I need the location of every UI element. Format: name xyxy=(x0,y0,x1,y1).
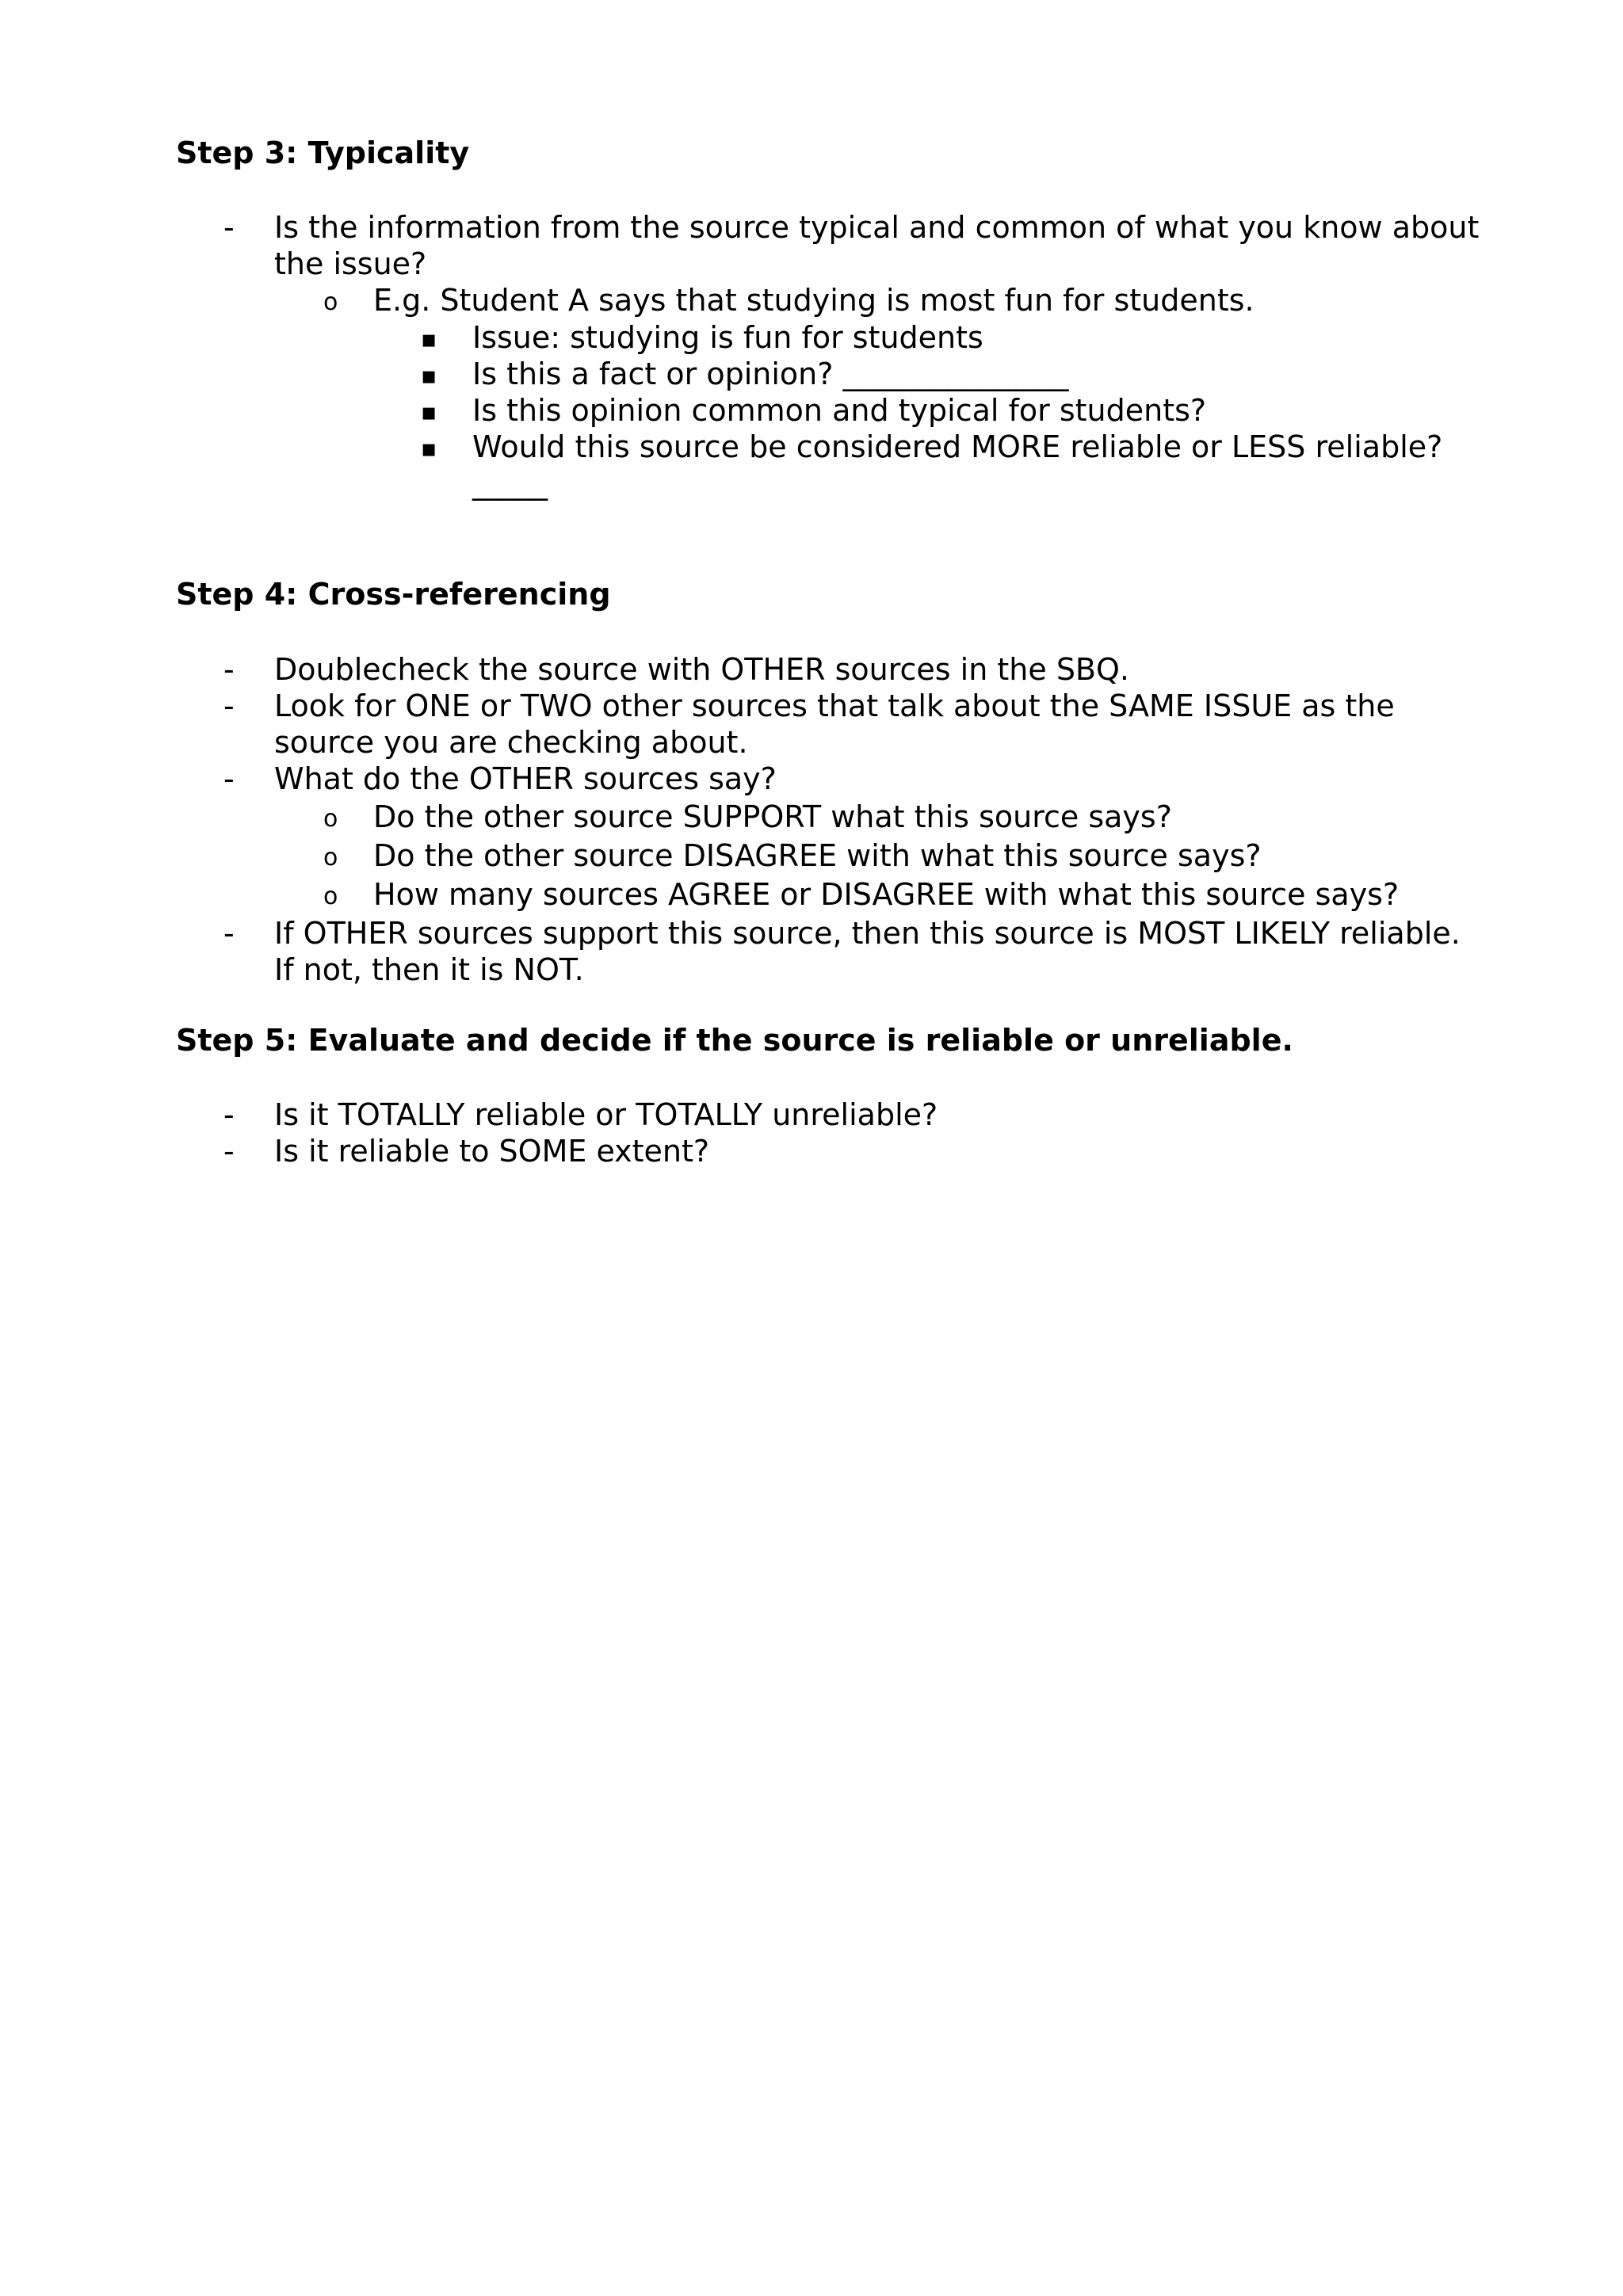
bullet-dash: - xyxy=(223,761,235,796)
bullet-dash: - xyxy=(223,652,235,687)
step4-sub1: Do the other source SUPPORT what this source says? xyxy=(373,799,1172,834)
step3-sub3: Is this opinion common and typical for students? xyxy=(472,393,1207,428)
bullet-circle: o xyxy=(323,288,338,316)
bullet-dash: - xyxy=(223,1097,235,1132)
step4-sub3: How many sources AGREE or DISAGREE with what this source says? xyxy=(373,877,1400,912)
step4-item4-line1: If OTHER sources support this source, then this source is MOST LIKELY reliable. xyxy=(274,916,1461,951)
bullet-square: ▪ xyxy=(421,435,437,463)
bullet-dash: - xyxy=(223,1134,235,1169)
step4-item1: Doublecheck the source with OTHER sources in the SBQ. xyxy=(274,652,1129,687)
bullet-dash: - xyxy=(223,210,235,245)
step5-item1: Is it TOTALLY reliable or TOTALLY unreliable? xyxy=(274,1097,938,1132)
bullet-dash: - xyxy=(223,916,235,951)
step3-example: E.g. Student A says that studying is most fun for students. xyxy=(373,283,1254,318)
step5-item2: Is it reliable to SOME extent? xyxy=(274,1134,710,1169)
step3-sub2: Is this a fact or opinion? _______________ xyxy=(472,357,1069,391)
bullet-circle: o xyxy=(323,844,338,871)
step5-heading: Step 5: Evaluate and decide if the source is reliable or unreliable. xyxy=(176,1023,1293,1058)
step4-item2-line1: Look for ONE or TWO other sources that talk about the SAME ISSUE as the xyxy=(274,688,1395,723)
step3-item1-line2: the issue? xyxy=(274,246,427,281)
bullet-square: ▪ xyxy=(421,399,437,426)
bullet-square: ▪ xyxy=(421,362,437,390)
step4-sub2: Do the other source DISAGREE with what this source says? xyxy=(373,838,1262,873)
step4-item4-line2: If not, then it is NOT. xyxy=(274,952,584,987)
step3-item1-line1: Is the information from the source typical and common of what you know about xyxy=(274,210,1480,245)
bullet-circle: o xyxy=(323,883,338,910)
bullet-square: ▪ xyxy=(421,326,437,353)
bullet-circle: o xyxy=(323,805,338,833)
step3-sub4-line1: Would this source be considered MORE reliable or LESS reliable? xyxy=(472,429,1443,464)
bullet-dash: - xyxy=(223,688,235,723)
step4-heading: Step 4: Cross-referencing xyxy=(176,577,611,612)
step4-item3: What do the OTHER sources say? xyxy=(274,761,777,796)
step3-sub4-line2: _____ xyxy=(472,466,548,501)
step4-item2-line2: source you are checking about. xyxy=(274,725,748,760)
step3-heading: Step 3: Typicality xyxy=(176,135,470,170)
step3-sub1: Issue: studying is fun for students xyxy=(472,320,983,355)
